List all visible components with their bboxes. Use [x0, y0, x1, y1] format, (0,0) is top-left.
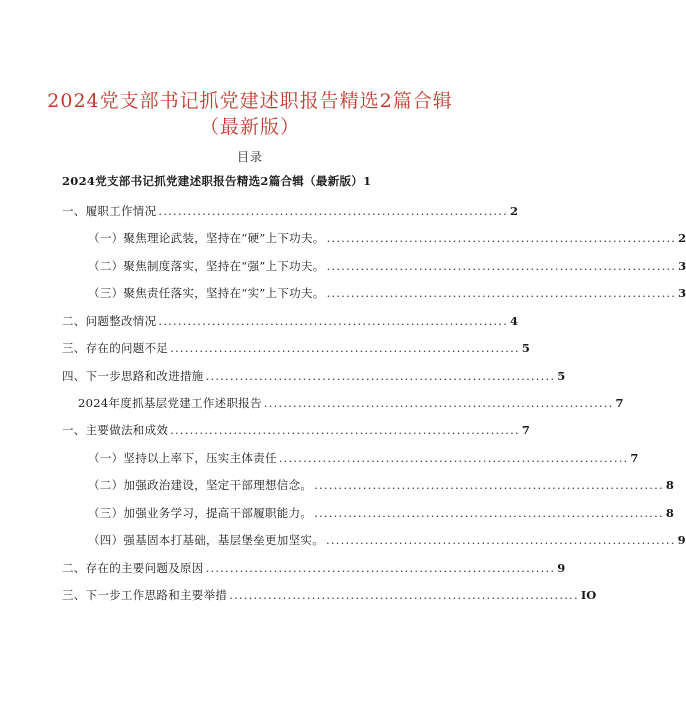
toc-entry-label: 四、下一步思路和改进措施: [62, 369, 204, 383]
toc-entry[interactable]: [88, 257, 686, 275]
toc-entry-page: 2: [678, 231, 686, 245]
toc-entry-page: IO: [580, 588, 597, 602]
toc-entry-page: 8: [665, 506, 674, 520]
toc-entry-page: 7: [521, 423, 530, 437]
toc-entry-page: 8: [665, 478, 674, 492]
toc-leader-dots: ........................................................................: [278, 451, 629, 465]
toc-leader-dots: ........................................................................: [326, 259, 677, 273]
toc-entry-page: 2: [510, 204, 519, 218]
toc-entry[interactable]: [62, 202, 519, 220]
toc-leader-dots: ........................................................................: [314, 478, 664, 492]
toc-entry[interactable]: [88, 504, 674, 522]
toc-entry[interactable]: [62, 421, 530, 439]
toc-entry-label: 一、主要做法和成效: [62, 423, 169, 437]
toc-entry[interactable]: [88, 476, 674, 494]
toc-entry-page: 5: [557, 369, 566, 383]
toc-heading: 目录: [236, 150, 263, 164]
toc-entry-label: （一）坚持以上率下，压实主体责任: [88, 451, 277, 465]
toc-entry-page: 1: [363, 174, 372, 188]
toc-entry[interactable]: [88, 229, 686, 247]
toc-entry-label: （二）加强政治建设，坚定干部理想信念。: [88, 478, 313, 492]
toc-entry-label: 三、存在的问题不足: [62, 341, 169, 355]
toc-leader-dots: ........................................................................: [170, 341, 520, 355]
toc-entry-label: （三）聚焦责任落实，坚持在“实”上下功夫。: [88, 286, 325, 300]
toc-entry-label: 2024党支部书记抓党建述职报告精选2篇合辑（最新版）: [62, 174, 364, 188]
toc-leader-dots: ........................................................................: [158, 204, 509, 218]
toc-entry-label: 一、履职工作情况: [62, 204, 157, 218]
toc-leader-dots: ........................................................................: [326, 231, 677, 245]
toc-entry-page: 9: [677, 533, 686, 547]
toc-entry-page: 9: [557, 561, 566, 575]
toc-entry-label: 二、存在的主要问题及原因: [62, 561, 204, 575]
toc-entry[interactable]: [78, 394, 624, 412]
toc-entry[interactable]: [88, 449, 639, 467]
toc-entry[interactable]: [62, 367, 566, 385]
toc-entry-page: 3: [678, 259, 686, 273]
toc-entry-page: 7: [615, 396, 624, 410]
toc-entry[interactable]: [62, 559, 566, 577]
toc-leader-dots: ........................................................................: [158, 314, 509, 328]
toc-entry-label: 三、下一步工作思路和主要举措: [62, 588, 228, 602]
toc-leader-dots: ........................................................................: [229, 588, 579, 602]
toc-leader-dots: ........................................................................: [314, 506, 664, 520]
toc-entry[interactable]: [62, 586, 597, 604]
toc-entry[interactable]: [88, 531, 686, 549]
toc-leader-dots: ........................................................................: [170, 423, 520, 437]
toc-entry-label: （四）强基固本打基础，基层堡垒更加坚实。: [88, 533, 324, 547]
toc-entry[interactable]: [62, 339, 530, 357]
toc-entry[interactable]: [62, 172, 378, 190]
toc-leader-dots: ........................................................................: [205, 369, 556, 383]
toc-leader-dots: ........................................................................: [326, 286, 677, 300]
toc-entry-label: 二、问题整改情况: [62, 314, 157, 328]
toc-entry-page: 7: [630, 451, 639, 465]
toc-leader-dots: ........................................................................: [326, 533, 676, 547]
toc-entry-page: 3: [678, 286, 686, 300]
toc-entry[interactable]: [62, 312, 519, 330]
toc-leader-dots: ........................................................................: [205, 561, 556, 575]
toc-entry-page: 5: [521, 341, 530, 355]
toc-entry-label: （一）聚焦理论武装，坚持在“硬”上下功夫。: [88, 231, 325, 245]
toc-entry[interactable]: [88, 284, 686, 302]
document-title: 2024党支部书记抓党建述职报告精选2篇合辑（最新版）: [47, 90, 453, 138]
toc-entry-label: （二）聚焦制度落实，坚持在“强”上下功夫。: [88, 259, 325, 273]
toc-leader-dots: ........................................................................: [263, 396, 614, 410]
toc-entry-label: 2024年度抓基层党建工作述职报告: [78, 396, 262, 410]
toc-entry-page: 4: [510, 314, 519, 328]
toc-entry-label: （三）加强业务学习，提高干部履职能力。: [88, 506, 313, 520]
